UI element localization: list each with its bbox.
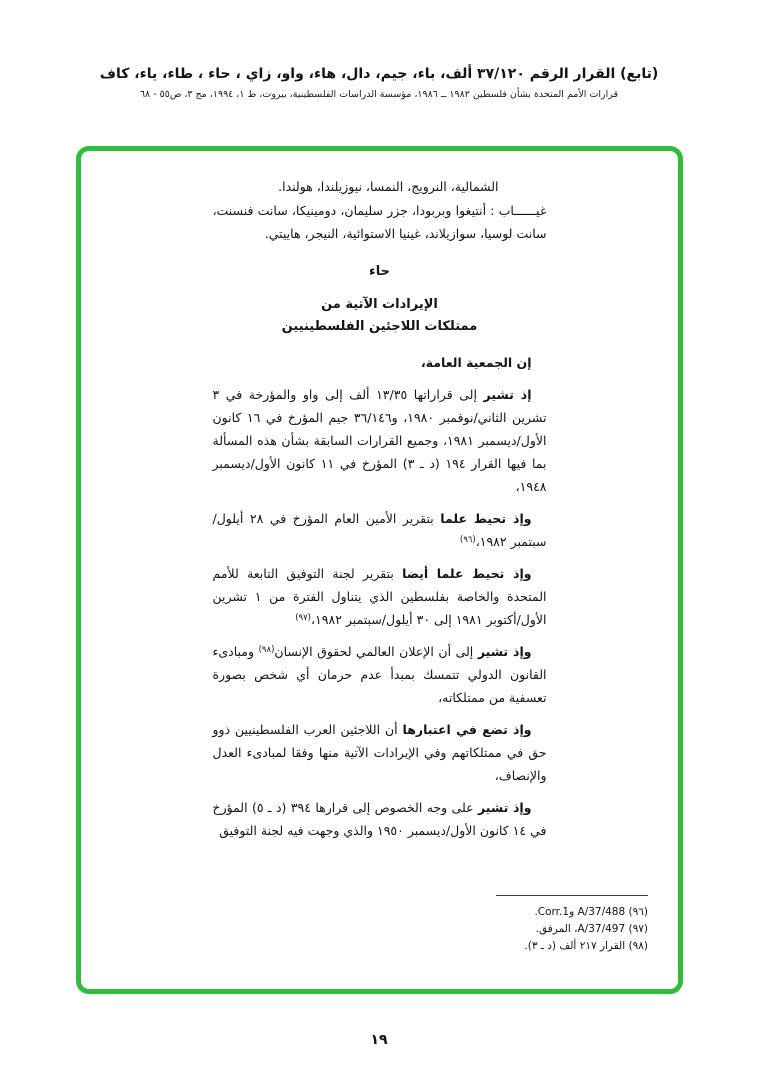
section-title-line1: الإيرادات الآتية من bbox=[321, 297, 438, 312]
footnote-ref: (٩٨) bbox=[258, 645, 275, 655]
footnote-text: القرار ٢١٧ ألف (د ـ ٣). bbox=[524, 940, 626, 952]
footnote-ref: (٩٦) bbox=[459, 535, 476, 545]
footnote-text: A/37/497، المرفق. bbox=[535, 923, 626, 935]
page-header bbox=[0, 0, 758, 100]
paragraph-lead: إذ تشير bbox=[483, 387, 532, 402]
footnotes-list bbox=[328, 904, 648, 955]
paragraph-lead: وإذ تحيط علما bbox=[440, 511, 532, 526]
footnote-marker: (٩٧) bbox=[628, 923, 648, 935]
footnote bbox=[328, 938, 648, 955]
body-paragraph bbox=[213, 383, 547, 498]
resolution-title: (تابع) القرار الرقم ٣٧/١٢٠ ألف، باء، جيم، دال، هاء، واو، زاي ، حاء ، طاء، ياء، كاف bbox=[99, 66, 659, 82]
source-citation: قرارات الأمم المتحدة بشأن فلسطين ١٩٨٢ ــ ١٩٨٦، مؤسسة الدراسات الفلسطينية، بيروت، ط ١، ١٩٩٤، مج ٣، ص٥٥ - ٦٨ bbox=[139, 89, 619, 100]
paragraph-text: إلى أن الإعلان العالمي لحقوق الإنسان bbox=[274, 644, 478, 659]
section-title-line2: ممتلكات اللاجئين الفلسطينيين bbox=[281, 319, 478, 334]
footnote bbox=[328, 921, 648, 938]
paragraph-text: إلى قراراتها ١٣/٣٥ ألف إلى واو والمؤرخة في ٣ تشرين الثاني/نوفمبر ١٩٨٠، و٣٦/١٤٦ جيم المؤرخ في ١٦ كانون الأول/ديسمبر ١٩٨١، وجميع القرارات السابقة بشأن هذه المسألة بما فيها القرار ١٩٤ (د ـ ٣) المؤرخ في ١١ كانون الأول/ديسمبر ١٩٤٨، bbox=[212, 387, 547, 494]
paragraph-text: على وجه الخصوص إلى قرارها ٣٩٤ (د ـ ٥) المؤرخ في ١٤ كانون الأول/ديسمبر ١٩٥٠ والذي وجهت فيه لجنة التوفيق bbox=[212, 800, 547, 838]
footnote-separator bbox=[496, 895, 648, 896]
section-letter: حاء bbox=[369, 264, 390, 279]
continuation-line: الشمالية، النرويج، النمسا، نيوزيلندا، هولندا. bbox=[278, 179, 499, 194]
body-paragraph bbox=[213, 562, 547, 631]
paragraph-lead: وإذ تضع في اعتبارها bbox=[402, 722, 532, 737]
absent-paragraph bbox=[213, 199, 547, 245]
absent-country-list: أنتيغوا وبربودا، جزر سليمان، دومينيكا، سانت فنسنت، سانت لوسيا، سوازيلاند، غينيا الاستوائية، النيجر، هاييتي. bbox=[212, 203, 547, 241]
paragraph-text: بتقرير لجنة التوفيق التابعة للأمم المتحدة والخاصة بفلسطين الذي يتناول الفترة من ١ تشرين الأول/أكتوبر ١٩٨١ إلى ٣٠ أيلول/سبتمبر ١٩٨٢، bbox=[212, 566, 547, 627]
paragraph-lead: وإذ تشير bbox=[477, 800, 532, 815]
paragraph-text: بتقرير الأمين العام المؤرخ في ٢٨ أيلول/سبتمبر ١٩٨٢، bbox=[212, 511, 547, 549]
footnotes-block bbox=[328, 895, 648, 955]
document-body bbox=[213, 175, 547, 842]
paragraph-text-cont: ومبادىء القانون الدولي تتمسك بمبدأ عدم حرمان أي شخص بصورة تعسفية من ممتلكاته، bbox=[212, 644, 547, 705]
body-paragraph bbox=[213, 796, 547, 842]
footnote bbox=[328, 904, 648, 921]
footnote-text: A/37/488 وCorr.1. bbox=[534, 906, 626, 918]
footnote-ref: (٩٧) bbox=[295, 613, 311, 623]
highlight-frame bbox=[76, 146, 683, 994]
paragraph-lead: وإذ تشير bbox=[477, 644, 532, 659]
paragraph-text: أن اللاجئين العرب الفلسطينيين ذوو حق في ممتلكاتهم وفي الإيرادات الآتية منها وفقا لمبادىء العدل والإنصاف، bbox=[212, 722, 547, 783]
page-number: ١٩ bbox=[370, 1032, 388, 1048]
footnote-marker: (٩٦) bbox=[628, 906, 648, 918]
paragraph-lead: وإذ تحيط علما أيضا bbox=[402, 566, 532, 581]
footnote-marker: (٩٨) bbox=[628, 940, 648, 952]
absent-label: غيــــــاب : bbox=[490, 203, 547, 218]
body-paragraph bbox=[213, 507, 547, 553]
body-paragraph bbox=[213, 640, 547, 709]
preambular-paragraphs bbox=[213, 383, 547, 842]
body-paragraph bbox=[213, 718, 547, 787]
opening-line: إن الجمعية العامة، bbox=[420, 355, 532, 370]
